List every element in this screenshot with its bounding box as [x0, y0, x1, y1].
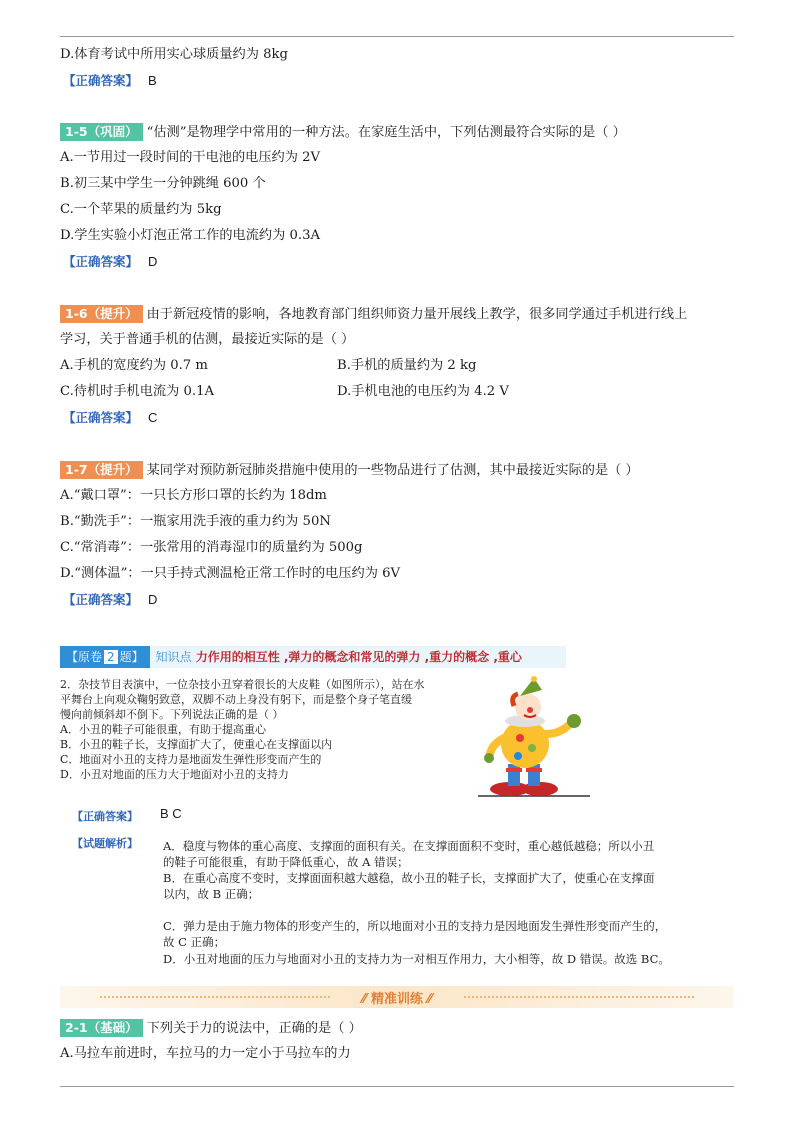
- explanation-line-7: D．小丑对地面的压力与地面对小丑的支持力为一对相互作用力，大小相等，故 D 错误。故选 BC。: [163, 952, 670, 966]
- clown-illustration: [470, 676, 595, 800]
- option-c: C.待机时手机电流为 0.1A: [60, 384, 214, 399]
- original-option-d: D．小丑对地面的压力大于地面对小丑的支持力: [60, 768, 289, 781]
- question-1-6-stem: [60, 305, 687, 324]
- level-tag: 2-1（基础）: [60, 1019, 143, 1037]
- level-tag: 1-7（提升）: [60, 461, 143, 479]
- stem-text: 由于新冠疫情的影响，各地教育部门组织师资力量开展线上教学，很多同学通过手机进行线上: [146, 307, 688, 322]
- option-a: A.一节用过一段时间的干电池的电压约为 2V: [60, 150, 321, 165]
- option-c: C.“常消毒”：一张常用的消毒湿巾的质量约为 500g: [60, 540, 363, 555]
- option-b: B.手机的质量约为 2 kg: [337, 358, 477, 373]
- answer-row: [60, 253, 157, 272]
- option-b: B.“勤洗手”：一瓶家用洗手液的重力约为 50N: [60, 514, 331, 529]
- original-question-banner: [60, 646, 566, 668]
- explanation-label: 【试题解析】: [72, 837, 138, 850]
- option-a: A.“戴口罩”：一只长方形口罩的长约为 18dm: [60, 488, 327, 503]
- explanation-line-4: 以内，故 B 正确；: [163, 887, 260, 901]
- stem-text: 下列关于力的说法中，正确的是（ ）: [146, 1021, 362, 1036]
- question-number: 2: [104, 650, 118, 664]
- question-1-7-stem: [60, 461, 639, 480]
- answer-row: [60, 591, 157, 610]
- level-tag: 1-5（巩固）: [60, 123, 143, 141]
- knowledge-point-label: 知识点: [155, 650, 192, 664]
- answer-value: B: [148, 73, 157, 88]
- answer-label: 【正确答案】: [63, 254, 139, 269]
- option-a: A.手机的宽度约为 0.7 m: [60, 358, 208, 373]
- original-label: 【原卷 2 题】: [60, 646, 150, 668]
- original-line-1: 2．杂技节目表演中，一位杂技小丑穿着很长的大皮鞋（如图所示），站在水: [60, 678, 425, 691]
- answer-row: [60, 72, 157, 91]
- answer-label: 【正确答案】: [63, 592, 139, 607]
- knowledge-point-text: 力作用的相互性 ,弹力的概念和常见的弹力 ,重力的概念 ,重心: [195, 650, 522, 664]
- stem-continuation: 学习，关于普通手机的估测，最接近实际的是（ ）: [60, 332, 355, 347]
- option-d: D.手机电池的电压约为 4.2 V: [337, 384, 509, 399]
- explanation-line-1: A．稳度与物体的重心高度、支撑面的面积有关。在支撑面面积不变时，重心越低越稳；所以小丑: [163, 839, 655, 853]
- level-tag: 1-6（提升）: [60, 305, 143, 323]
- original-line-3: 慢向前倾斜却不倒下。下列说法正确的是（ ）: [60, 708, 284, 721]
- header-rule: [60, 36, 734, 37]
- section-header-precise-training: [60, 986, 734, 1008]
- question-2-1-stem: [60, 1019, 362, 1038]
- original-option-b: B．小丑的鞋子长，支撑面扩大了，使重心在支撑面以内: [60, 738, 333, 751]
- answer-value: B C: [160, 806, 182, 821]
- answer-value: D: [148, 254, 158, 269]
- original-option-c: C．地面对小丑的支持力是地面发生弹性形变而产生的: [60, 753, 322, 766]
- answer-value: C: [148, 410, 158, 425]
- option-d: D.“测体温”：一只手持式测温枪正常工作时的电压约为 6V: [60, 566, 401, 581]
- explanation-line-6: 故 C 正确；: [163, 935, 226, 949]
- explanation-line-5: C．弹力是由于施力物体的形变产生的，所以地面对小丑的支持力是因地面发生弹性形变而产生的，: [163, 919, 667, 933]
- option-d: D.学生实验小灯泡正常工作的电流约为 0.3A: [60, 228, 320, 243]
- answer-row: [60, 409, 157, 428]
- section-title: ⁄⁄ 精准训练 ⁄⁄: [362, 992, 432, 1007]
- answer-value: D: [148, 592, 158, 607]
- option-c: C.一个苹果的质量约为 5kg: [60, 202, 222, 217]
- original-option-a: A．小丑的鞋子可能很重，有助于提高重心: [60, 723, 266, 736]
- answer-label: 【正确答案】: [63, 73, 139, 88]
- answer-label: 【正确答案】: [63, 410, 139, 425]
- footer-rule: [60, 1086, 734, 1087]
- explanation-line-3: B．在重心高度不变时，支撑面面积越大越稳，故小丑的鞋子长，支撑面扩大了，使重心在支撑面: [163, 871, 655, 885]
- original-line-2: 平舞台上向观众鞠躬致意，双脚不动上身没有躬下，而是整个身子笔直缓: [60, 693, 412, 706]
- option-a: A.马拉车前进时，车拉马的力一定小于马拉车的力: [60, 1046, 351, 1061]
- option-d: D.体育考试中所用实心球质量约为 8kg: [60, 47, 288, 62]
- answer-label: 【正确答案】: [72, 810, 138, 823]
- explanation-line-2: 的鞋子可能很重，有助于降低重心，故 A 错误；: [163, 855, 409, 869]
- question-1-5-stem: [60, 123, 626, 142]
- stem-text: 某同学对预防新冠肺炎措施中使用的一些物品进行了估测，其中最接近实际的是（ ）: [146, 463, 639, 478]
- option-b: B.初三某中学生一分钟跳绳 600 个: [60, 176, 266, 191]
- stem-text: “估测”是物理学中常用的一种方法。在家庭生活中，下列估测最符合实际的是（ ）: [146, 125, 626, 140]
